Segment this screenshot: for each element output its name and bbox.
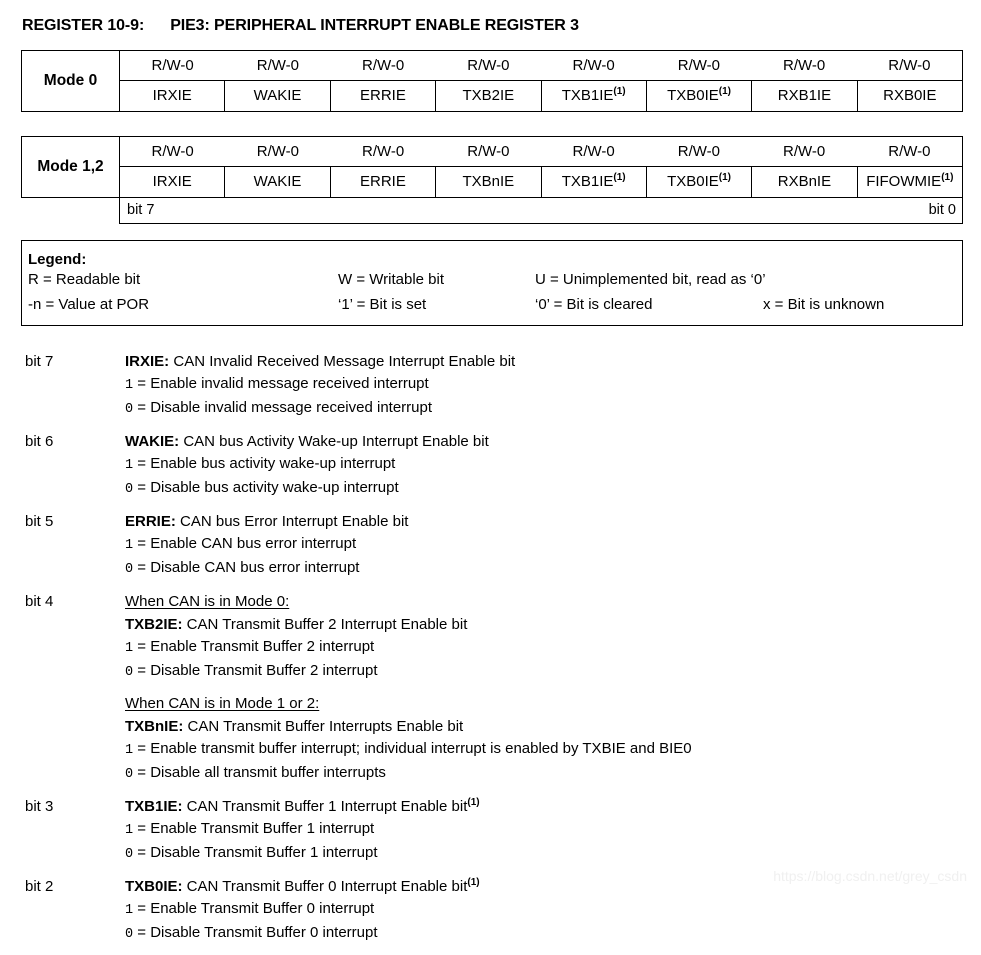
bit-option-line — [125, 453, 981, 477]
bit-option-value: 1 — [125, 743, 134, 758]
bit-name-row — [120, 81, 962, 111]
bit-name-cell — [647, 167, 752, 197]
bit-number-label: bit 2 — [25, 878, 54, 895]
bit-name-cell — [436, 167, 541, 197]
access-row — [120, 137, 962, 167]
mode-condition-heading: When CAN is in Mode 1 or 2: — [125, 695, 320, 712]
bit-description-entry — [0, 350, 981, 421]
bit-option-text: = Enable Transmit Buffer 2 interrupt — [133, 638, 375, 655]
legend-title: Legend: — [28, 251, 87, 268]
bit-name-cell — [225, 81, 330, 111]
bit-option-line — [125, 533, 981, 557]
bit-option-text: = Disable Transmit Buffer 0 interrupt — [133, 924, 378, 941]
bit-name-cell — [542, 167, 647, 197]
bit-option-text: = Enable Transmit Buffer 1 interrupt — [133, 820, 375, 837]
bit-option-line — [125, 762, 981, 786]
bit-option-value: 1 — [125, 458, 134, 473]
legend-entry-por: -n = Value at POR — [28, 296, 150, 314]
bit-name-cell — [647, 81, 752, 111]
bit-option-value: 0 — [125, 562, 134, 577]
bit-option-text: = Disable CAN bus error interrupt — [133, 559, 360, 576]
bit-mnemonic: TXB1IE: — [125, 798, 183, 815]
bit-option-line — [125, 373, 981, 397]
bit-description-entry — [0, 590, 981, 786]
bit-option-line — [125, 660, 981, 684]
bit-mnemonic: TXBnIE: — [125, 718, 184, 735]
footnote-marker: (1) — [941, 172, 954, 183]
footnote-marker: (1) — [467, 797, 480, 808]
bit-description-entry — [0, 795, 981, 866]
bit-description-entry — [0, 875, 981, 946]
bit-heading — [125, 795, 981, 818]
bit-heading — [125, 613, 981, 636]
bit-name-row — [120, 167, 962, 197]
page-title — [22, 17, 579, 35]
footnote-marker: (1) — [613, 172, 626, 183]
bit-name-cell — [120, 81, 225, 111]
bit-mnemonic: TXB2IE: — [125, 616, 183, 633]
bit-description-entry — [0, 510, 981, 581]
bit-option-line — [125, 557, 981, 581]
bit-option-line — [125, 477, 981, 501]
access-cell: R/W-0 — [783, 143, 826, 160]
access-cell: R/W-0 — [467, 57, 510, 74]
bit-heading — [125, 510, 981, 533]
bit-name-cell — [331, 81, 436, 111]
bit-number-label: bit 5 — [25, 513, 54, 530]
bit-heading-text: CAN Transmit Buffer 0 Interrupt Enable bit — [182, 878, 468, 895]
bit-heading — [125, 430, 981, 453]
legend-row — [28, 296, 962, 321]
bit-name-cell — [120, 167, 225, 197]
legend-entry-unimplemented: U = Unimplemented bit, read as ‘0’ — [535, 271, 766, 289]
access-cell: R/W-0 — [572, 57, 615, 74]
bit-name: TXB2IE — [462, 87, 515, 104]
bit-name: RXBnIE — [777, 173, 832, 190]
bit-columns — [120, 137, 962, 197]
bit-name-cell — [331, 167, 436, 197]
legend-entry-bit-cleared: ‘0’ = Bit is cleared — [535, 296, 653, 314]
bit-option-value: 1 — [125, 823, 134, 838]
bit-option-text: = Disable Transmit Buffer 2 interrupt — [133, 662, 378, 679]
bit-name: TXB1IE — [561, 87, 614, 104]
access-cell: R/W-0 — [888, 57, 931, 74]
bit-mnemonic: WAKIE: — [125, 433, 180, 450]
bit-option-text: = Enable transmit buffer interrupt; individual interrupt is enabled by TXBIE and BIE0 — [133, 740, 692, 757]
bit-name: TXBnIE — [462, 173, 515, 190]
bit-name-cell — [752, 81, 857, 111]
bit-number-label: bit 4 — [25, 593, 54, 610]
bit-number-label: bit 3 — [25, 798, 54, 815]
bit-name: IRXIE — [152, 87, 192, 104]
footnote-marker: (1) — [718, 86, 732, 97]
register-number: REGISTER 10-9: — [22, 17, 145, 34]
bit-option-text: = Enable Transmit Buffer 0 interrupt — [133, 900, 375, 917]
bit-name: TXB0IE — [667, 173, 719, 190]
footnote-marker: (1) — [613, 86, 626, 97]
bit-option-text: = Disable all transmit buffer interrupts — [133, 764, 386, 781]
bit-index-row — [119, 198, 963, 224]
bit-heading — [125, 715, 981, 738]
legend-box — [21, 240, 963, 326]
bit-heading-text: CAN bus Error Interrupt Enable bit — [175, 513, 409, 530]
bit-option-line — [125, 636, 981, 660]
bit-name-cell — [858, 167, 962, 197]
legend-row — [28, 271, 962, 296]
bit-index-high: bit 7 — [127, 202, 155, 218]
bit-option-value: 0 — [125, 767, 134, 782]
bit-option-value: 0 — [125, 847, 134, 862]
bit-mnemonic: ERRIE: — [125, 513, 176, 530]
bit-name-cell — [225, 167, 330, 197]
bit-description-entry — [0, 430, 981, 501]
access-row — [120, 51, 962, 81]
mode-condition-heading: When CAN is in Mode 0: — [125, 593, 290, 610]
bit-mnemonic: TXB0IE: — [125, 878, 183, 895]
bit-name: ERRIE — [360, 173, 406, 190]
bit-option-line — [125, 842, 981, 866]
bit-columns — [120, 51, 962, 111]
bit-option-text: = Enable invalid message received interrupt — [133, 375, 429, 392]
bit-option-value: 0 — [125, 482, 134, 497]
bit-name-cell — [752, 167, 857, 197]
access-cell: R/W-0 — [783, 57, 826, 74]
bit-option-value: 1 — [125, 378, 134, 393]
bit-description-subblock — [125, 692, 981, 786]
legend-entry-bit-unknown: x = Bit is unknown — [763, 296, 885, 314]
access-cell: R/W-0 — [151, 57, 194, 74]
bit-option-value: 1 — [125, 641, 134, 656]
bit-option-line — [125, 818, 981, 842]
access-cell: R/W-0 — [256, 57, 299, 74]
access-cell: R/W-0 — [888, 143, 931, 160]
register-table-mode12 — [21, 136, 963, 224]
bit-name: WAKIE — [253, 87, 302, 104]
bit-heading-text: CAN bus Activity Wake-up Interrupt Enable bit — [179, 433, 489, 450]
bit-description-list — [0, 350, 981, 955]
bit-option-line — [125, 397, 981, 421]
bit-name: RXB0IE — [883, 87, 937, 104]
access-cell: R/W-0 — [677, 143, 720, 160]
bit-name: TXB1IE — [561, 173, 614, 190]
bit-option-value: 0 — [125, 402, 134, 417]
bit-option-line — [125, 738, 981, 762]
access-cell: R/W-0 — [362, 143, 405, 160]
access-cell: R/W-0 — [467, 143, 510, 160]
access-cell: R/W-0 — [362, 57, 405, 74]
bit-name-cell — [542, 81, 647, 111]
bit-option-line — [125, 898, 981, 922]
legend-entry-readable: R = Readable bit — [28, 271, 141, 289]
bit-option-text: = Enable CAN bus error interrupt — [133, 535, 357, 552]
bit-heading-text: CAN Transmit Buffer 2 Interrupt Enable bit — [182, 616, 468, 633]
bit-option-value: 0 — [125, 665, 134, 680]
legend-entry-writable: W = Writable bit — [338, 271, 445, 289]
bit-name: FIFOWMIE — [866, 173, 942, 190]
bit-name-cell — [858, 81, 962, 111]
bit-name-cell — [436, 81, 541, 111]
bit-name: RXB1IE — [777, 87, 832, 104]
access-cell: R/W-0 — [572, 143, 615, 160]
bit-heading-text: CAN Invalid Received Message Interrupt Enable bit — [169, 353, 516, 370]
bit-heading-text: CAN Transmit Buffer 1 Interrupt Enable bit — [182, 798, 468, 815]
bit-number-label: bit 6 — [25, 433, 54, 450]
bit-heading-text: CAN Transmit Buffer Interrupts Enable bit — [183, 718, 464, 735]
watermark: https://blog.csdn.net/grey_csdn — [773, 868, 967, 884]
legend-entry-bit-set: ‘1’ = Bit is set — [338, 296, 427, 314]
access-cell: R/W-0 — [677, 57, 720, 74]
footnote-marker: (1) — [718, 172, 732, 183]
mode-label-cell: Mode 1,2 — [22, 137, 120, 197]
register-table-body — [21, 136, 963, 198]
bit-option-value: 0 — [125, 927, 134, 942]
bit-heading — [125, 350, 981, 373]
mode-label-cell: Mode 0 — [22, 51, 120, 111]
bit-mnemonic: IRXIE: — [125, 353, 170, 370]
bit-option-text: = Disable bus activity wake-up interrupt — [133, 479, 399, 496]
bit-option-line — [125, 922, 981, 946]
access-cell: R/W-0 — [256, 143, 299, 160]
bit-option-value: 1 — [125, 538, 134, 553]
bit-option-text: = Disable Transmit Buffer 1 interrupt — [133, 844, 378, 861]
register-table-mode0 — [21, 50, 963, 112]
footnote-marker: (1) — [467, 877, 480, 888]
register-title-text: PIE3: PERIPHERAL INTERRUPT ENABLE REGISTER 3 — [170, 17, 579, 34]
bit-option-value: 1 — [125, 903, 134, 918]
bit-name: WAKIE — [253, 173, 302, 190]
bit-name: IRXIE — [152, 173, 192, 190]
bit-name: TXB0IE — [667, 87, 719, 104]
bit-number-label: bit 7 — [25, 353, 54, 370]
access-cell: R/W-0 — [151, 143, 194, 160]
bit-index-low: bit 0 — [928, 202, 956, 218]
register-table-body — [21, 50, 963, 112]
bit-option-text: = Enable bus activity wake-up interrupt — [133, 455, 396, 472]
bit-option-text: = Disable invalid message received interrupt — [133, 399, 433, 416]
bit-name: ERRIE — [360, 87, 406, 104]
